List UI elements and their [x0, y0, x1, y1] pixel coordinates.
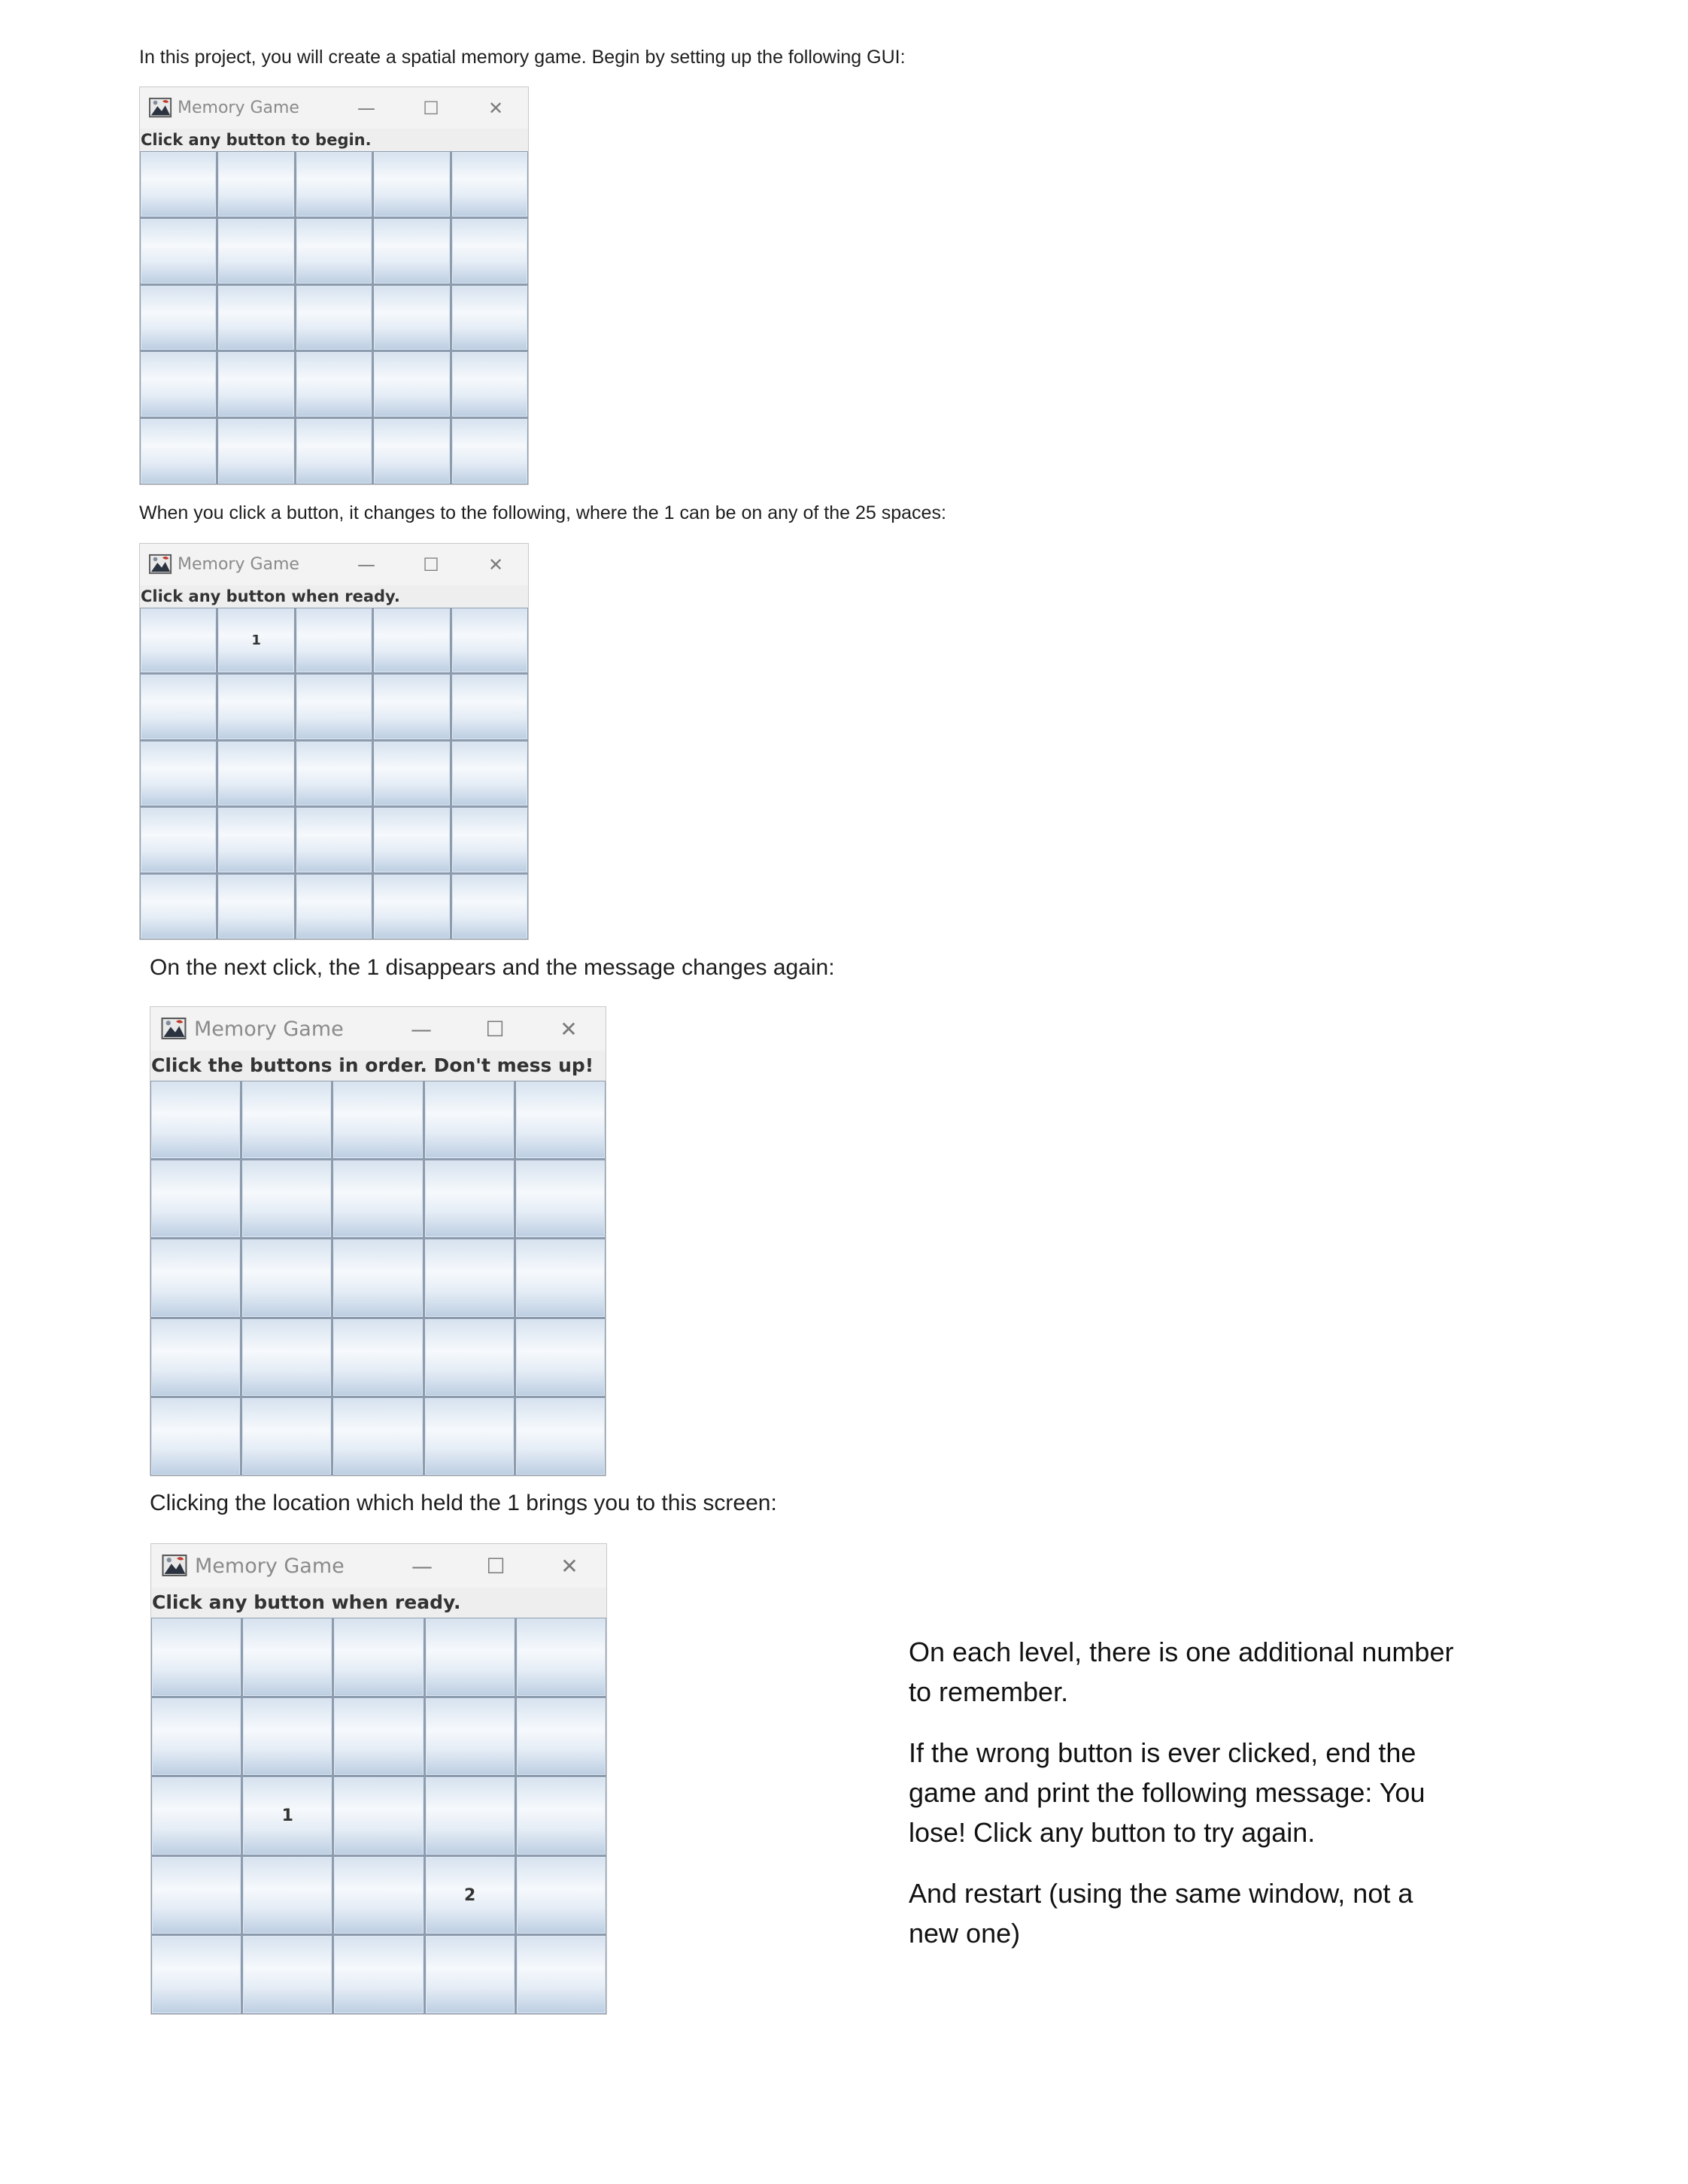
grid-button[interactable] — [151, 1319, 240, 1396]
title-bar[interactable] — [140, 544, 528, 585]
grid-button[interactable] — [333, 1319, 422, 1396]
grid-button[interactable] — [452, 808, 527, 872]
grid-button[interactable] — [333, 1239, 422, 1316]
grid-button[interactable] — [242, 1160, 331, 1237]
grid-button[interactable] — [296, 875, 372, 939]
grid-button[interactable] — [218, 352, 293, 417]
grid-button[interactable] — [452, 152, 527, 217]
maximize-icon[interactable]: ☐ — [485, 1016, 505, 1042]
grid-button[interactable] — [296, 675, 372, 739]
grid-button[interactable] — [517, 1698, 606, 1776]
memory-game-window-level-two — [150, 1543, 607, 2015]
grid-button[interactable] — [152, 1777, 241, 1855]
grid-button[interactable]: 2 — [426, 1857, 515, 1934]
button-grid — [151, 1618, 606, 2014]
memory-game-window-recall — [150, 1006, 606, 1476]
grid-button[interactable] — [333, 1398, 422, 1475]
title-bar[interactable] — [150, 1007, 606, 1051]
note-additional-number: On each level, there is one additional number to remember. — [909, 1636, 1454, 1707]
grid-button[interactable] — [334, 1936, 423, 2013]
grid-button[interactable] — [218, 875, 293, 939]
grid-button[interactable] — [296, 419, 372, 484]
grid-button[interactable] — [218, 675, 293, 739]
grid-button[interactable] — [374, 286, 449, 350]
grid-button[interactable] — [425, 1239, 514, 1316]
button-grid — [150, 1081, 606, 1476]
grid-button[interactable] — [296, 219, 372, 284]
grid-button[interactable] — [516, 1081, 605, 1158]
status-message: Click any button when ready. — [140, 585, 528, 608]
java-app-icon — [162, 1554, 189, 1579]
grid-button[interactable] — [425, 1398, 514, 1475]
title-bar[interactable] — [140, 87, 528, 129]
button-grid — [140, 151, 528, 484]
grid-button[interactable] — [151, 1160, 240, 1237]
window-title: Memory Game — [195, 1554, 345, 1578]
grid-button[interactable]: 1 — [218, 608, 293, 672]
maximize-icon[interactable]: ☐ — [486, 1553, 505, 1579]
grid-button[interactable] — [334, 1857, 423, 1934]
grid-button[interactable] — [141, 675, 216, 739]
grid-button[interactable] — [218, 152, 293, 217]
button-grid — [140, 608, 528, 939]
grid-button[interactable] — [426, 1936, 515, 2013]
grid-button[interactable] — [374, 742, 449, 805]
grid-button[interactable] — [141, 152, 216, 217]
close-icon[interactable]: ✕ — [487, 97, 504, 119]
grid-button[interactable] — [334, 1777, 423, 1855]
intro-text: In this project, you will create a spatial memory game. Begin by setting up the following GUI: — [139, 47, 906, 68]
grid-button[interactable] — [243, 1857, 332, 1934]
grid-button[interactable] — [374, 352, 449, 417]
grid-button[interactable] — [152, 1857, 241, 1934]
grid-button[interactable] — [151, 1239, 240, 1316]
grid-button[interactable] — [374, 808, 449, 872]
grid-button[interactable] — [152, 1618, 241, 1696]
grid-button[interactable] — [374, 152, 449, 217]
close-icon[interactable]: ✕ — [560, 1553, 578, 1579]
grid-button[interactable] — [296, 742, 372, 805]
grid-button[interactable] — [243, 1936, 332, 2013]
window-title: Memory Game — [178, 99, 299, 117]
grid-button[interactable] — [452, 742, 527, 805]
grid-button[interactable] — [218, 419, 293, 484]
grid-button[interactable] — [141, 419, 216, 484]
grid-button[interactable] — [141, 352, 216, 417]
grid-button[interactable] — [452, 608, 527, 672]
note-restart: And restart (using the same window, not a new one) — [909, 1878, 1413, 1949]
grid-button[interactable] — [516, 1319, 605, 1396]
step4-text: Clicking the location which held the 1 brings you to this screen: — [150, 1491, 777, 1515]
grid-button[interactable] — [452, 419, 527, 484]
step2-text: When you click a button, it changes to the following, where the 1 can be on any of the 25 spaces: — [139, 502, 946, 523]
minimize-icon[interactable]: — — [411, 1553, 433, 1579]
side-notes — [909, 1632, 1453, 1953]
grid-button[interactable] — [425, 1160, 514, 1237]
grid-button[interactable] — [141, 608, 216, 672]
minimize-icon[interactable]: — — [411, 1016, 432, 1042]
grid-button[interactable] — [517, 1618, 606, 1696]
grid-button[interactable] — [296, 608, 372, 672]
grid-button[interactable] — [334, 1698, 423, 1776]
grid-button[interactable] — [374, 419, 449, 484]
maximize-icon[interactable]: ☐ — [423, 97, 439, 119]
grid-button[interactable]: 1 — [243, 1777, 332, 1855]
grid-button[interactable] — [374, 219, 449, 284]
grid-button[interactable] — [425, 1081, 514, 1158]
grid-button[interactable] — [452, 219, 527, 284]
grid-button[interactable] — [141, 808, 216, 872]
grid-button[interactable] — [296, 152, 372, 217]
grid-button[interactable] — [243, 1698, 332, 1776]
grid-button[interactable] — [425, 1319, 514, 1396]
grid-button[interactable] — [218, 808, 293, 872]
grid-button[interactable] — [141, 219, 216, 284]
maximize-icon[interactable]: ☐ — [423, 554, 439, 575]
grid-button[interactable] — [426, 1618, 515, 1696]
grid-button[interactable] — [334, 1618, 423, 1696]
grid-button[interactable] — [296, 808, 372, 872]
status-message: Click any button when ready. — [151, 1588, 606, 1618]
note-wrong-button: If the wrong button is ever clicked, end the game and print the following message: You lose! Click any button to try again. — [909, 1737, 1425, 1848]
grid-button[interactable] — [218, 219, 293, 284]
grid-button[interactable] — [516, 1160, 605, 1237]
grid-button[interactable] — [517, 1936, 606, 2013]
close-icon[interactable]: ✕ — [560, 1016, 578, 1042]
minimize-icon[interactable]: — — [357, 97, 375, 119]
grid-button[interactable] — [452, 286, 527, 350]
grid-button[interactable] — [374, 875, 449, 939]
minimize-icon[interactable]: — — [357, 554, 375, 575]
step3-text: On the next click, the 1 disappears and the message changes again: — [150, 955, 835, 980]
grid-button[interactable] — [517, 1777, 606, 1855]
status-message: Click the buttons in order. Don't mess up! — [150, 1051, 606, 1081]
grid-button[interactable] — [218, 286, 293, 350]
grid-button[interactable] — [374, 675, 449, 739]
grid-button[interactable] — [452, 675, 527, 739]
grid-button[interactable] — [151, 1398, 240, 1475]
grid-button[interactable] — [296, 286, 372, 350]
grid-button[interactable] — [426, 1698, 515, 1776]
status-message: Click any button to begin. — [140, 129, 528, 151]
grid-button[interactable] — [333, 1081, 422, 1158]
grid-button[interactable] — [333, 1160, 422, 1237]
grid-button[interactable] — [374, 608, 449, 672]
window-title: Memory Game — [178, 555, 299, 574]
grid-button[interactable] — [151, 1081, 240, 1158]
grid-button[interactable] — [242, 1081, 331, 1158]
grid-button[interactable] — [152, 1698, 241, 1776]
grid-button[interactable] — [141, 742, 216, 805]
grid-button[interactable] — [152, 1936, 241, 2013]
grid-button[interactable] — [517, 1857, 606, 1934]
window-title: Memory Game — [194, 1017, 344, 1041]
grid-button[interactable] — [516, 1398, 605, 1475]
grid-button[interactable] — [452, 875, 527, 939]
grid-button[interactable] — [242, 1398, 331, 1475]
java-app-icon — [161, 1017, 188, 1042]
grid-button[interactable] — [141, 286, 216, 350]
grid-button[interactable] — [218, 742, 293, 805]
close-icon[interactable]: ✕ — [487, 554, 504, 575]
grid-button[interactable] — [296, 352, 372, 417]
grid-button[interactable] — [243, 1618, 332, 1696]
grid-button[interactable] — [242, 1319, 331, 1396]
grid-button[interactable] — [426, 1777, 515, 1855]
memory-game-window-show-one — [139, 543, 529, 940]
grid-button[interactable] — [242, 1239, 331, 1316]
java-app-icon — [149, 554, 173, 576]
grid-button[interactable] — [516, 1239, 605, 1316]
grid-button[interactable] — [452, 352, 527, 417]
title-bar[interactable] — [151, 1544, 606, 1588]
java-app-icon — [149, 97, 173, 120]
memory-game-window-start — [139, 86, 529, 485]
grid-button[interactable] — [141, 875, 216, 939]
